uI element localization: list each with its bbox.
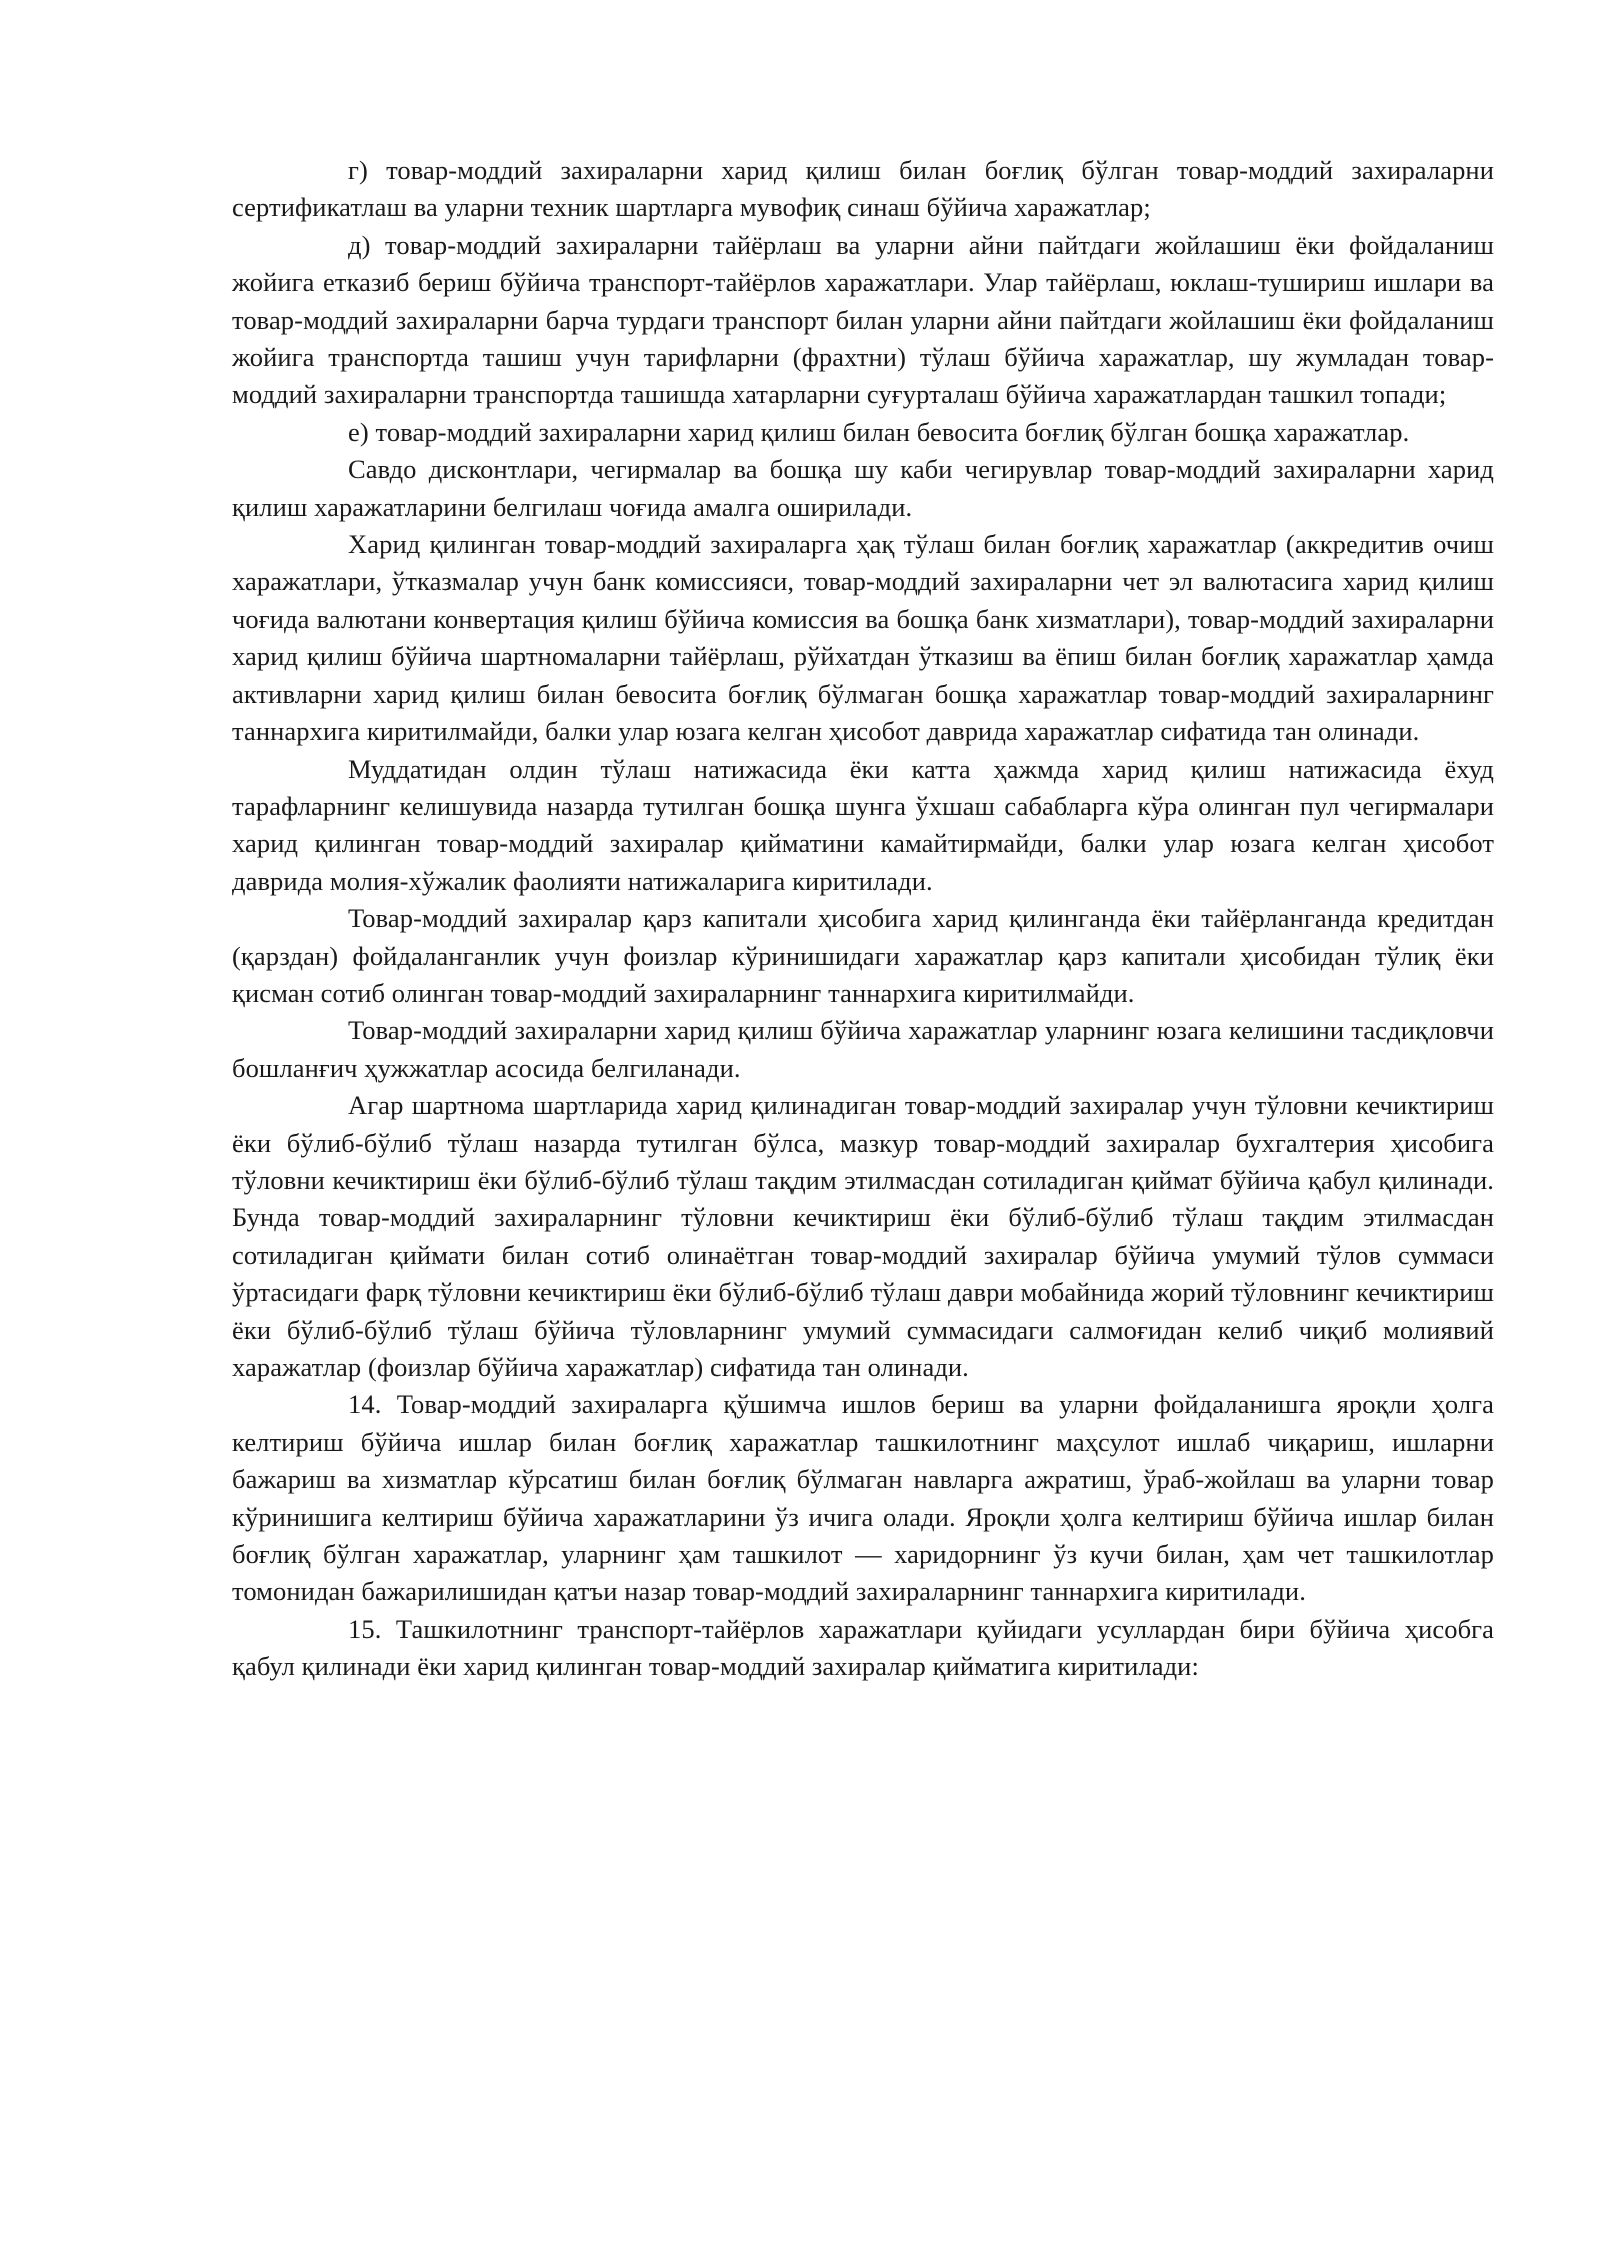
paragraph-e-other-costs: е) товар-моддий захираларни харид қилиш билан бевосита боғлиқ бўлган бошқа харажатлар. — [348, 416, 1410, 447]
paragraph-loan-interest: Товар-моддий захиралар қарз капитали ҳисобига харид қилинганда ёки тайёрланганда кредитдан (қарздан) фойдаланганлик учун фоизлар кўринишидаги харажатлар қарз капитали ҳисобидан тўлиқ ёки қисман сотиб олинган товар-моддий захираларнинг таннархига киритилмайди. — [232, 903, 1494, 1008]
paragraph-deferred-payment: Агар шартнома шартларида харид қилинадиган товар-моддий захиралар учун тўловни кечиктириш ёки бўлиб-бўлиб тўлаш назарда тутилган бўлса, мазкур товар-моддий захиралар бухгалтерия ҳисобига тўловни кечиктириш ёки бўлиб-бўлиб тўлаш тақдим этилмасдан сотиладиган қиймат бўйича қабул қилинади. Бунда товар-моддий захираларнинг тўловни кечиктириш ёки бўлиб-бўлиб тўлаш тақдим этилмасдан сотиладиган қиймати билан сотиб олинаётган товар-моддий захиралар бўйича умумий тўлов суммаси ўртасидаги фарқ тўловни кечиктириш ёки бўлиб-бўлиб тўлаш даври мобайнида жорий тўловнинг кечиктириш ёки бўлиб-бўлиб тўлаш бўйича тўловларнинг умумий суммасидаги салмоғидан келиб чиқиб молиявий харажатлар (фоизлар бўйича харажатлар) сифатида тан олинади. — [232, 1090, 1494, 1382]
paragraph-g-certification-costs: г) товар-моддий захираларни харид қилиш билан боғлиқ бўлган товар-моддий захираларни сертификатлаш ва уларни техник шартларга мувофиқ синаш бўйича харажатлар; — [232, 155, 1494, 223]
paragraph-primary-documents: Товар-моддий захираларни харид қилиш бўйича харажатлар уларнинг юзага келишини тасдиқловчи бошланғич ҳужжатлар асосида белгиланади. — [232, 1015, 1494, 1083]
paragraph-15-transport-methods: 15. Ташкилотнинг транспорт-тайёрлов харажатлари қуйидаги усуллардан бири бўйича ҳисобга қабул қилинади ёки харид қилинган товар-моддий захиралар қийматига киритилади: — [232, 1613, 1494, 1682]
paragraph-trade-discounts: Савдо дисконтлари, чегирмалар ва бошқа шу каби чегирувлар товар-моддий захираларни харид қилиш харажатларини белгилаш чоғида амалга оширилади. — [232, 454, 1494, 522]
paragraph-payment-costs: Харид қилинган товар-моддий захираларга ҳақ тўлаш билан боғлиқ харажатлар (аккредитив очиш харажатлари, ўтказмалар учун банк комиссияси, товар-моддий захираларни чет эл валютасига харид қилиш чоғида валютани конвертация қилиш бўйича комиссия ва бошқа банк хизматлари), товар-моддий захираларни харид қилиш бўйича шартномаларни тайёрлаш, рўйхатдан ўтказиш ва ёпиш билан боғлиқ харажатлар ҳамда активларни харид қилиш билан бевосита боғлиқ бўлмаган бошқа харажатлар товар-моддий захираларнинг таннархига киритилмайди, балки улар юзага келган ҳисобот даврида харажатлар сифатида тан олинади. — [232, 529, 1494, 747]
paragraph-d-transport-costs: д) товар-моддий захираларни тайёрлаш ва уларни айни пайтдаги жойлашиш ёки фойдаланиш жойига етказиб бериш бўйича транспорт-тайёрлов харажатлари. Улар тайёрлаш, юклаш-тушириш ишлари ва товар-моддий захираларни барча турдаги транспорт билан уларни айни пайтдаги жойлашиш ёки фойдаланиш жойига транспортда ташиш учун тарифларни (фрахтни) тўлаш бўйича харажатлар, шу жумладан товар-моддий захираларни транспортда ташишда хатарларни суғурталаш бўйича харажатлардан ташкил топади; — [232, 229, 1494, 410]
paragraph-14-additional-processing: 14. Товар-моддий захираларга қўшимча ишлов бериш ва уларни фойдаланишга яроқли ҳолга келтириш бўйича ишлар билан боғлиқ харажатлар ташкилотнинг маҳсулот ишлаб чиқариш, ишларни бажариш ва хизматлар кўрсатиш билан боғлиқ бўлмаган навларга ажратиш, ўраб-жойлаш ва уларни товар кўринишига келтириш бўйича харажатларини ўз ичига олади. Яроқли ҳолга келтириш бўйича ишлар билан боғлиқ бўлган харажатлар, уларнинг ҳам ташкилот — харидорнинг ўз кучи билан, ҳам чет ташкилотлар томонидан бажарилишидан қатъи назар товар-моддий захираларнинг таннархига киритилади. — [232, 1389, 1494, 1607]
paragraph-cash-discounts: Муддатидан олдин тўлаш натижасида ёки катта ҳажмда харид қилиш натижасида ёхуд тарафларнинг келишувида назарда тутилган бошқа шунга ўхшаш сабабларга кўра олинган пул чегирмалари харид қилинган товар-моддий захиралар қийматини камайтирмайди, балки улар юзага келган ҳисобот даврида молия-хўжалик фаолияти натижаларига киритилади. — [232, 753, 1494, 896]
document-body — [232, 152, 1494, 1686]
